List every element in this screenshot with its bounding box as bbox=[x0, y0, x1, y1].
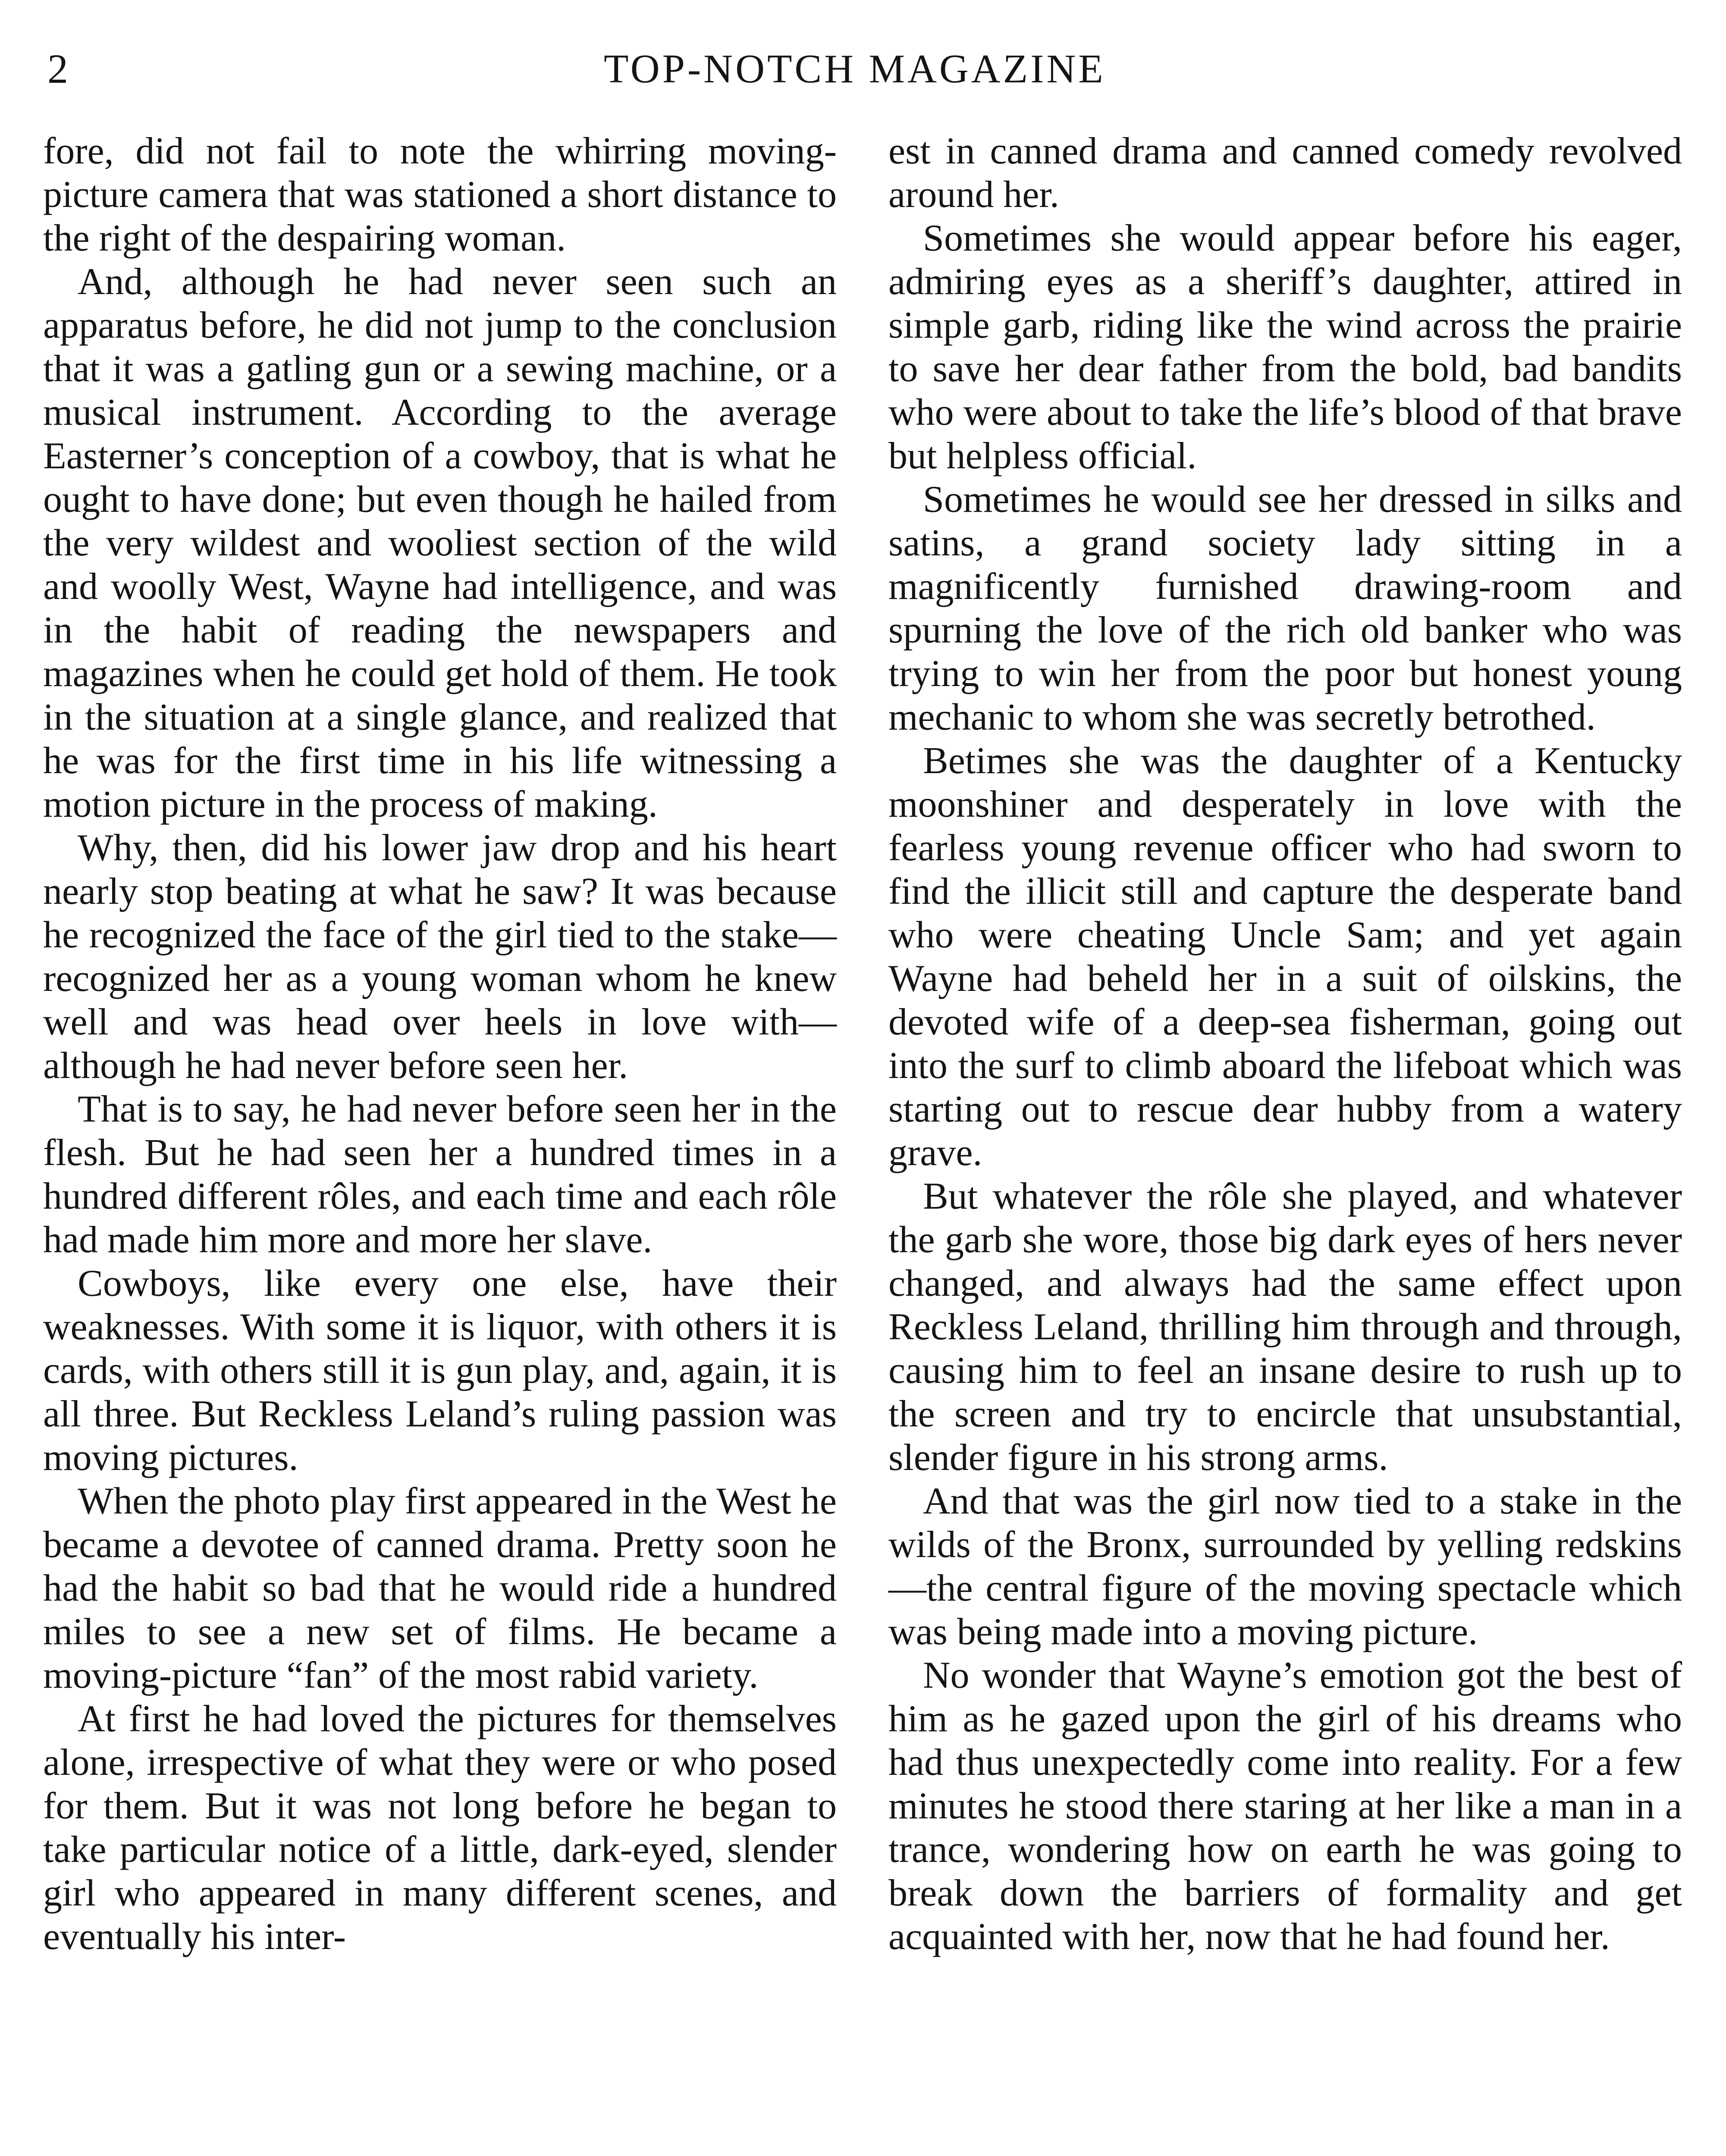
paragraph: Betimes she was the daughter of a Kentucky moonshiner and desperately in love with the fearless young revenue officer who had sworn to find the illicit still and capture the desperate band who were cheating Uncle Sam; and yet again Wayne had beheld her in a suit of oilskins, the devoted wife of a deep-sea fisherman, going out into the surf to climb aboard the lifeboat which was starting out to rescue dear hubby from a watery grave. bbox=[888, 740, 1682, 1174]
paragraph: Cowboys, like every one else, have their weaknesses. With some it is liquor, with others it is cards, with others still it is gun play, and, again, it is all three. But Reckless Leland’s ruling passion was moving pictures. bbox=[43, 1263, 837, 1479]
paragraph: fore, did not fail to note the whirring moving-picture camera that was stationed a short distance to the right of the despairing woman. bbox=[43, 130, 837, 259]
paragraph: Sometimes he would see her dressed in silks and satins, a grand society lady sitting in a magnificently furnished drawing-room and spurning the love of the rich old banker who was trying to win her from the poor but honest young mechanic to whom she was secretly betrothed. bbox=[888, 479, 1682, 738]
paragraph: Why, then, did his lower jaw drop and his heart nearly stop beating at what he saw? It was because he recognized the face of the girl tied to the stake—recognized her as a young woman whom he knew well and was head over heels in love with—although he had never before seen her. bbox=[43, 827, 837, 1087]
paragraph: And, although he had never seen such an apparatus before, he did not jump to the conclusion that it was a gatling gun or a sewing machine, or a musical instrument. According to the average Easterner’s conception of a cowboy, that is what he ought to have done; but even though he hailed from the very wildest and wooliest section of the wild and woolly West, Wayne had intelligence, and was in the habit of reading the newspapers and magazines when he could get hold of them. He took in the situation at a single glance, and realized that he was for the first time in his life witnessing a motion picture in the process of making. bbox=[43, 261, 837, 825]
paragraph: Sometimes she would appear before his eager, admiring eyes as a sheriff’s daughter, attired in simple garb, riding like the wind across the prairie to save her dear father from the bold, bad bandits who were about to take the life’s blood of that brave but helpless official. bbox=[888, 217, 1682, 477]
right-column bbox=[888, 129, 1682, 1959]
paragraph: And that was the girl now tied to a stake in the wilds of the Bronx, surrounded by yelling redskins—the central figure of the moving spectacle which was being made into a moving picture. bbox=[888, 1480, 1682, 1653]
paragraph: That is to say, he had never before seen her in the flesh. But he had seen her a hundred times in a hundred different rôles, and each time and each rôle had made him more and more her slave. bbox=[43, 1088, 837, 1261]
paragraph: But whatever the rôle she played, and whatever the garb she wore, those big dark eyes of hers never changed, and always had the same effect upon Reckless Leland, thrilling him through and through, causing him to feel an insane desire to rush up to the screen and try to encircle that unsubstantial, slender figure in his strong arms. bbox=[888, 1175, 1682, 1479]
paragraph: When the photo play first appeared in the West he became a devotee of canned drama. Pretty soon he had the habit so bad that he would ride a hundred miles to see a new set of films. He became a moving-picture “fan” of the most rabid variety. bbox=[43, 1480, 837, 1696]
running-title: TOP-NOTCH MAGAZINE bbox=[604, 47, 1106, 91]
paragraph: est in canned drama and canned comedy revolved around her. bbox=[888, 130, 1682, 216]
paragraph: No wonder that Wayne’s emotion got the best of him as he gazed upon the girl of his dreams who had thus unexpectedly come into reality. For a few minutes he stood there staring at her like a man in a trance, wondering how on earth he was going to break down the barriers of formality and get acquainted with her, now that he had found her. bbox=[888, 1655, 1682, 1958]
page-number: 2 bbox=[47, 46, 69, 92]
page-header bbox=[47, 41, 1699, 97]
left-column bbox=[43, 129, 837, 1959]
paragraph: At first he had loved the pictures for themselves alone, irrespective of what they were or who posed for them. But it was not long before he began to take particular notice of a little, dark-eyed, slender girl who appeared in many different scenes, and eventually his inter- bbox=[43, 1698, 837, 1958]
